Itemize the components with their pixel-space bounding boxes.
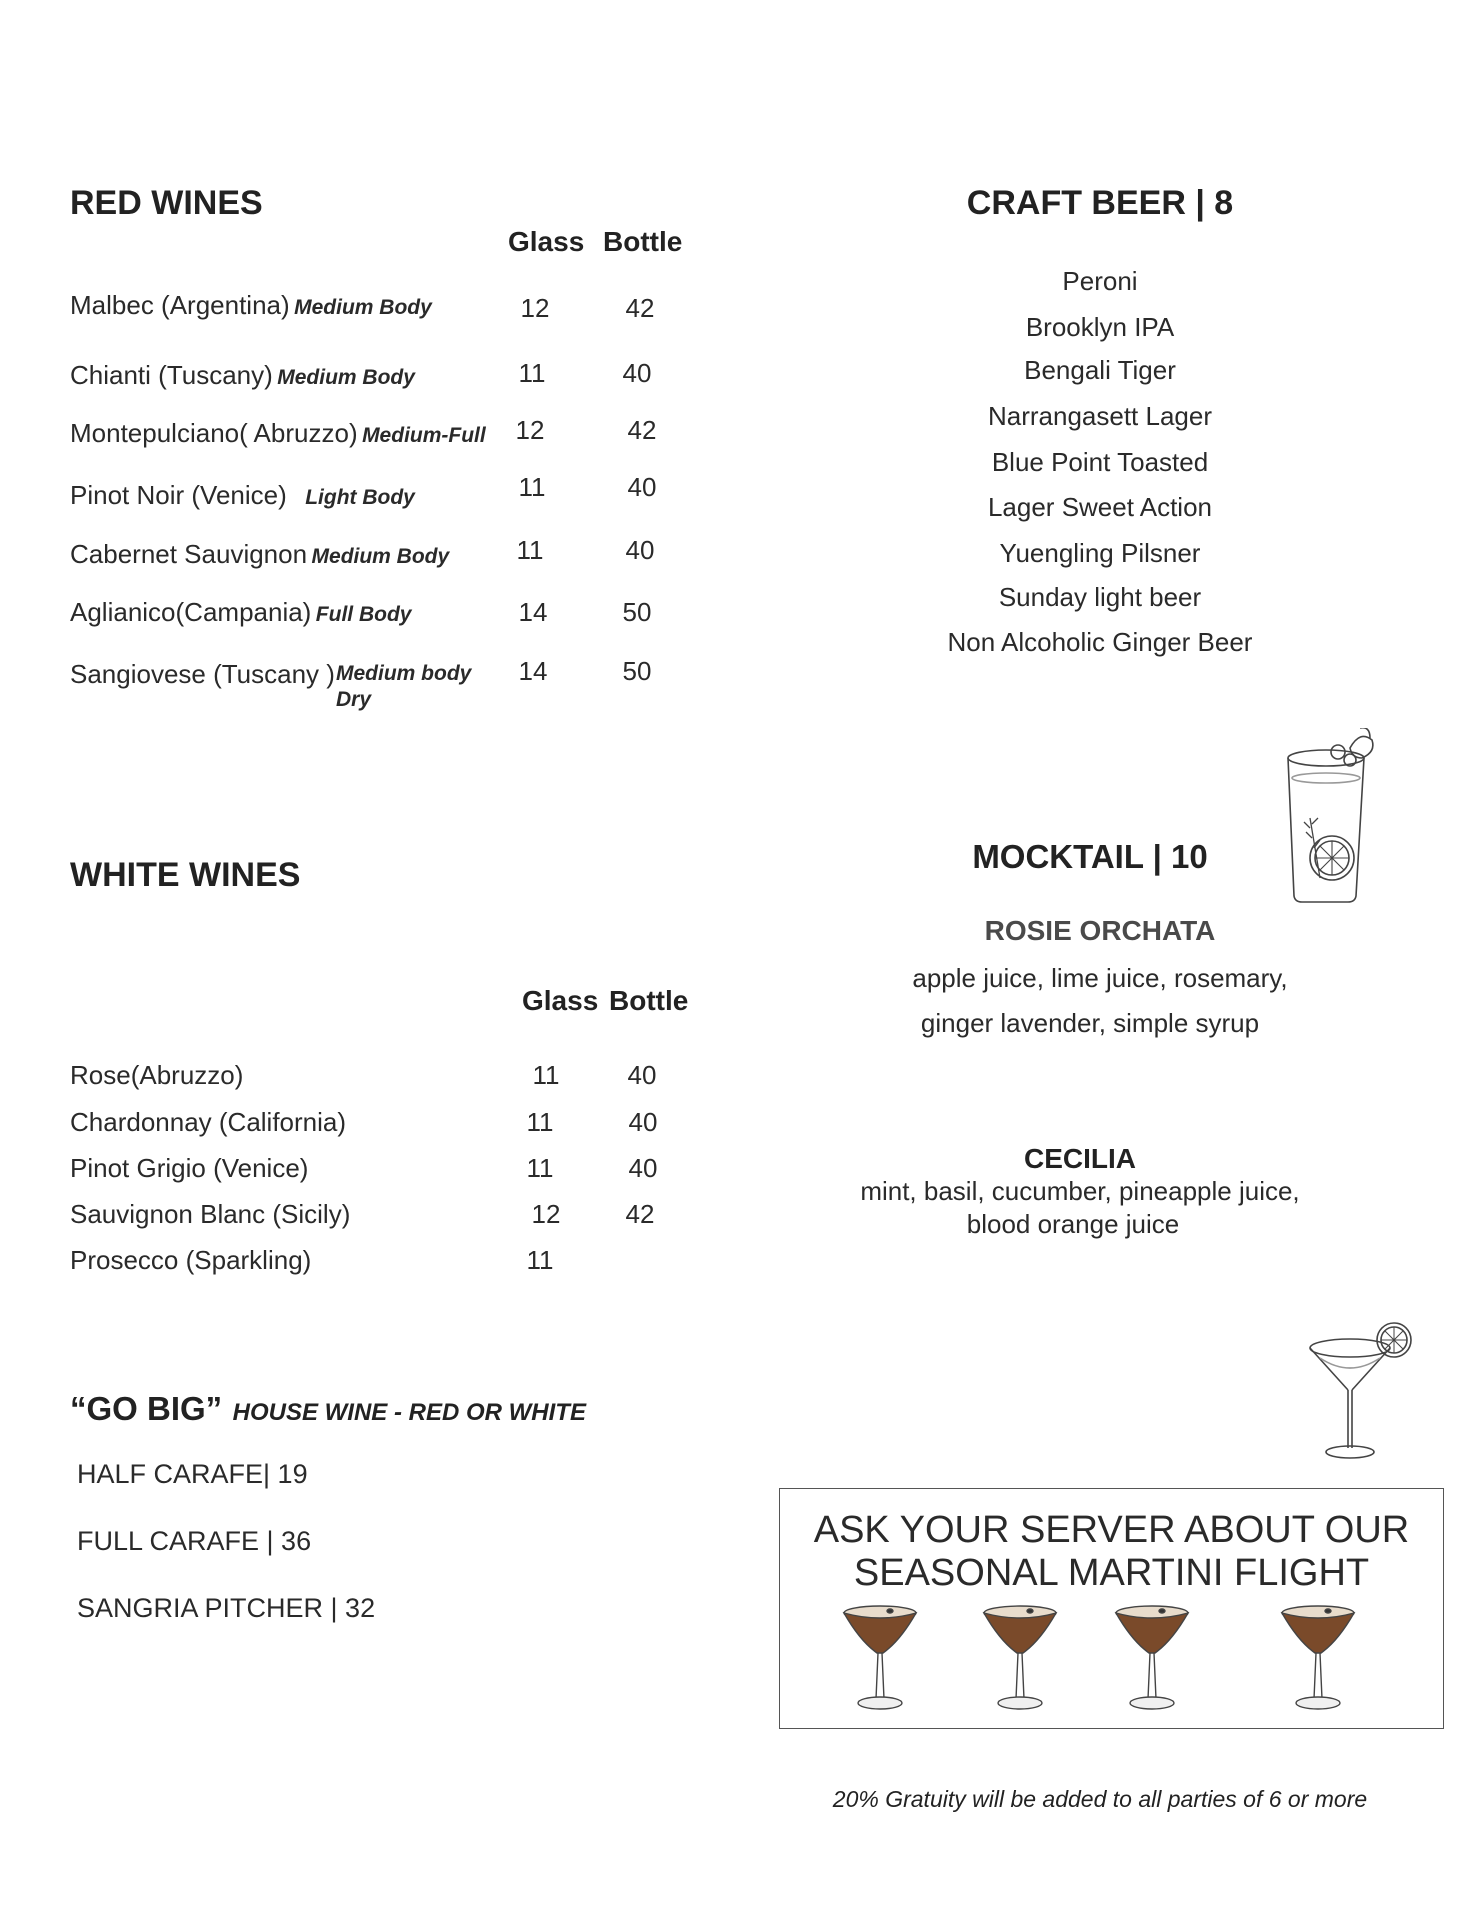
wine-name: Aglianico(Campania) — [70, 597, 312, 627]
bottle-price: 40 — [627, 1060, 657, 1090]
glass-price: 11 — [516, 535, 544, 565]
espresso-martini-icon — [1112, 1601, 1192, 1713]
wine-body-note: Dry — [336, 688, 372, 711]
wine-body: Light Body — [305, 486, 415, 509]
wine-name: Chianti (Tuscany) — [70, 360, 273, 390]
promo-line-1: ASK YOUR SERVER ABOUT OUR — [813, 1509, 1410, 1551]
bottle-price: 40 — [627, 472, 657, 502]
glass-price: 14 — [518, 656, 548, 686]
glass-price: 12 — [531, 1199, 561, 1229]
white-wines-title: WHITE WINES — [70, 856, 301, 894]
go-big-subtitle: HOUSE WINE - RED OR WHITE — [232, 1399, 586, 1426]
carafe-full: FULL CARAFE | 36 — [77, 1526, 312, 1556]
glass-price: 11 — [526, 1107, 554, 1137]
white-wines-bottle-header: Bottle — [609, 985, 689, 1016]
bottle-price: 40 — [628, 1107, 658, 1137]
list-item — [70, 480, 415, 511]
bottle-price: 50 — [622, 656, 652, 686]
mocktail-cecilia-name: CECILIA — [1024, 1143, 1136, 1174]
red-wines-glass-header: Glass — [508, 226, 585, 257]
bottle-price: 42 — [625, 1199, 655, 1229]
martini-flight-promo — [779, 1488, 1444, 1729]
list-item: Yuengling Pilsner — [999, 538, 1201, 568]
list-item: Non Alcoholic Ginger Beer — [947, 627, 1253, 657]
wine-body: Medium Body — [311, 545, 450, 568]
mocktail-rosie-line1: apple juice, lime juice, rosemary, — [912, 963, 1288, 993]
wine-body: Full Body — [315, 603, 412, 626]
martini-glass-icon — [1308, 1318, 1418, 1464]
list-item — [70, 418, 486, 449]
glass-price: 11 — [518, 358, 546, 388]
highball-cocktail-icon — [1280, 728, 1380, 908]
mocktail-rosie-name: ROSIE ORCHATA — [984, 915, 1216, 946]
list-item: Narrangasett Lager — [987, 401, 1213, 431]
sangria-pitcher: SANGRIA PITCHER | 32 — [77, 1593, 376, 1623]
espresso-martini-icon — [1278, 1601, 1358, 1713]
bottle-price: 42 — [625, 293, 655, 323]
list-item: Blue Point Toasted — [991, 447, 1209, 477]
wine-body: Medium-Full — [362, 424, 486, 447]
wine-body: Medium body — [336, 662, 472, 685]
wine-name: Montepulciano( Abruzzo) — [70, 418, 358, 448]
promo-line-2: SEASONAL MARTINI FLIGHT — [853, 1552, 1370, 1594]
go-big-header — [70, 1390, 586, 1428]
glass-price: 11 — [526, 1153, 554, 1183]
wine-name: Chardonnay (California) — [70, 1107, 347, 1137]
wine-name: Sangiovese (Tuscany ) — [70, 659, 335, 689]
wine-name: Sauvignon Blanc (Sicily) — [70, 1199, 351, 1229]
wine-name: Rose(Abruzzo) — [70, 1060, 244, 1090]
wine-name: Malbec (Argentina) — [70, 290, 290, 320]
espresso-martini-icon — [980, 1601, 1060, 1713]
glass-price: 11 — [526, 1245, 554, 1275]
mocktail-cecilia-line2: blood orange juice — [966, 1209, 1180, 1239]
bottle-price: 40 — [625, 535, 655, 565]
red-wines-bottle-header: Bottle — [603, 226, 683, 257]
go-big-title: “GO BIG” — [70, 1390, 223, 1427]
red-wines-title: RED WINES — [70, 184, 263, 222]
carafe-half: HALF CARAFE| 19 — [77, 1459, 308, 1489]
list-item: Sunday light beer — [998, 582, 1202, 612]
mocktail-rosie-line2: ginger lavender, simple syrup — [920, 1008, 1260, 1038]
glass-price: 12 — [520, 293, 550, 323]
mocktail-title: MOCKTAIL | 10 — [972, 838, 1208, 875]
bottle-price: 40 — [628, 1153, 658, 1183]
white-wines-glass-header: Glass — [522, 985, 599, 1016]
wine-name: Pinot Noir (Venice) — [70, 480, 287, 510]
glass-price: 11 — [518, 472, 546, 502]
wine-body: Medium Body — [277, 366, 415, 389]
wine-name: Pinot Grigio (Venice) — [70, 1153, 309, 1183]
list-item — [70, 539, 449, 570]
mocktail-cecilia-line1: mint, basil, cucumber, pineapple juice, — [860, 1176, 1300, 1206]
list-item — [70, 290, 432, 321]
wine-body: Medium Body — [294, 296, 432, 319]
wine-name: Cabernet Sauvignon — [70, 539, 308, 569]
list-item — [70, 597, 411, 628]
list-item: Brooklyn IPA — [1025, 312, 1175, 342]
wine-name: Prosecco (Sparkling) — [70, 1245, 312, 1275]
gratuity-note: 20% Gratuity will be added to all parties of 6 or more — [832, 1786, 1368, 1812]
bottle-price: 50 — [622, 597, 652, 627]
list-item — [70, 360, 415, 391]
espresso-martini-icon — [840, 1601, 920, 1713]
glass-price: 14 — [518, 597, 548, 627]
list-item: Peroni — [1062, 266, 1138, 296]
list-item: Lager Sweet Action — [987, 492, 1213, 522]
glass-price: 12 — [515, 415, 545, 445]
list-item: Bengali Tiger — [1024, 355, 1176, 385]
glass-price: 11 — [532, 1060, 560, 1090]
bottle-price: 42 — [627, 415, 657, 445]
bottle-price: 40 — [622, 358, 652, 388]
craft-beer-title: CRAFT BEER | 8 — [966, 184, 1234, 222]
